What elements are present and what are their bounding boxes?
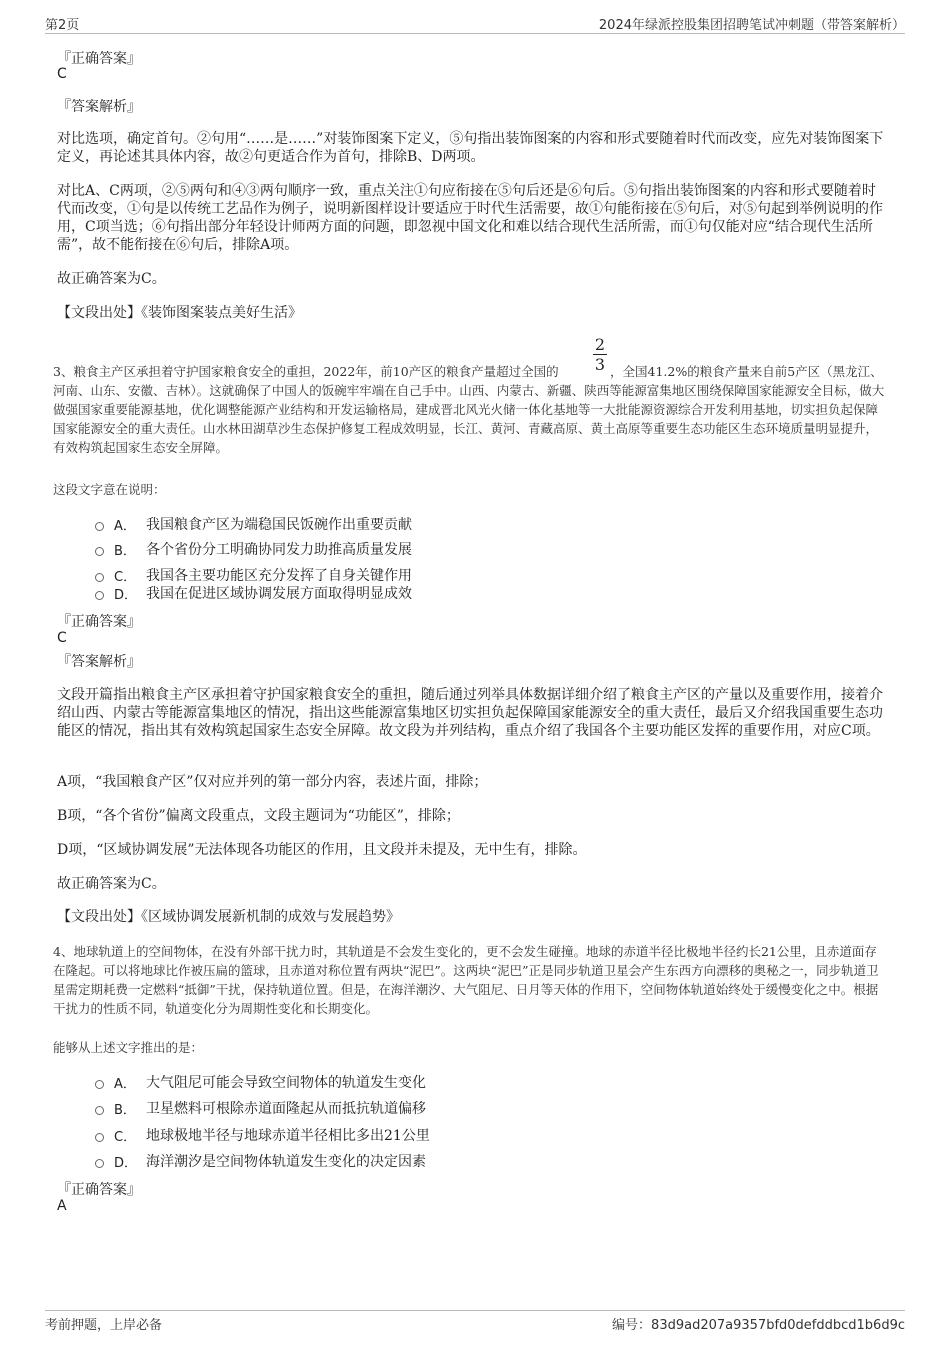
option-text: 我国在促进区域协调发展方面取得明显成效 <box>146 586 412 602</box>
radio-button[interactable] <box>95 591 104 600</box>
question-3-prompt: 这段文字意在说明： <box>53 482 166 497</box>
option-d[interactable] <box>95 1151 426 1171</box>
option-b[interactable] <box>95 539 412 559</box>
correct-answer-value: A <box>57 1198 67 1214</box>
option-b[interactable] <box>95 1098 426 1118</box>
radio-button[interactable] <box>95 1106 104 1115</box>
correct-answer-label: 『正确答案』 <box>57 51 141 67</box>
header-divider <box>45 33 905 34</box>
option-text: 大气阻尼可能会导致空间物体的轨道发生变化 <box>146 1075 426 1091</box>
question-4-prompt: 能够从上述文字推出的是： <box>53 1040 204 1055</box>
option-letter: C． <box>114 569 137 585</box>
correct-answer-label: 『正确答案』 <box>57 614 141 630</box>
analysis-paragraph: 文段开篇指出粮食主产区承担着守护国家粮食安全的重担，随后通过列举具体数据详细介绍了粮食主产区的产量以及重要作用，接着介绍山西、内蒙古等能源富集地区的情况，指出这些能源富集地区切实担负起保障国家能源安全的重大责任，最后又介绍我国重要生态功能区的情况，指出其有效构筑起国家生态安全屏障。故文段为并列结构，重点介绍了我国各个主要功能区发挥的重要作用，对应C项。 <box>57 687 883 739</box>
option-text: 各个省份分工明确协同发力助推高质量发展 <box>146 542 412 558</box>
option-d[interactable] <box>95 583 412 603</box>
fraction-denominator: 3 <box>594 355 606 374</box>
analysis-label: 『答案解析』 <box>57 654 141 670</box>
analysis-paragraph: 对比选项，确定首句。②句用“……是……”对装饰图案下定义，⑤句指出装饰图案的内容和形式要随着时代而改变，应先对装饰图案下定义，再论述其具体内容，故②句更适合作为首句，排除B、D两项。 <box>57 131 884 165</box>
radio-button[interactable] <box>95 573 104 582</box>
analysis-option-a: A项，“我国粮食产区”仅对应并列的第一部分内容，表述片面，排除； <box>57 774 488 790</box>
option-letter: B． <box>114 1102 136 1118</box>
option-c[interactable] <box>95 565 412 585</box>
radio-button[interactable] <box>95 1133 104 1142</box>
option-letter: A． <box>114 1076 136 1092</box>
radio-button[interactable] <box>95 1080 104 1089</box>
correct-answer-value: C <box>57 630 67 646</box>
conclusion-text: 故正确答案为C。 <box>57 876 166 892</box>
document-id: 编号：83d9ad207a9357bfd0defddbcd1b6d9c <box>612 1318 905 1333</box>
option-letter: A． <box>114 518 136 534</box>
option-a[interactable] <box>95 514 412 534</box>
analysis-option-d: D项，“区域协调发展”无法体现各功能区的作用，且文段并未提及，无中生有，排除。 <box>57 842 587 858</box>
correct-answer-value: C <box>57 66 67 82</box>
correct-answer-label: 『正确答案』 <box>57 1182 141 1198</box>
radio-button[interactable] <box>95 1159 104 1168</box>
source-citation: 【文段出处】《区域协调发展新机制的成效与发展趋势》 <box>57 909 400 925</box>
question-3-stem-head: 3、粮食主产区承担着守护国家粮食安全的重担，2022年，前10产区的粮食产量超过全国的 <box>53 364 559 379</box>
radio-button[interactable] <box>95 547 104 556</box>
option-text: 地球极地半径与地球赤道半径相比多出21公里 <box>146 1128 430 1144</box>
option-letter: D． <box>114 587 138 603</box>
option-letter: B． <box>114 543 136 559</box>
source-citation: 【文段出处】《装饰图案装点美好生活》 <box>57 305 302 321</box>
conclusion-text: 故正确答案为C。 <box>57 271 166 287</box>
page-number: 第2页 <box>45 18 80 33</box>
analysis-paragraph: 对比A、C两项，②⑤两句和④③两句顺序一致，重点关注①句应衔接在⑤句后还是⑥句后。⑤句指出装饰图案的内容和形式要随着时代而改变，①句是以传统工艺品作为例子，说明新图样设计要适应于时代生活需要，故①句能衔接在⑤句后，对⑤句起到举例说明的作用，C项当选；⑥句指出部分年轻设计师两方面的问题，即忽视中国文化和难以结合现代生活所需，而①句仅能对应“结合现代生活所需”，故不能衔接在⑥句后，排除A项。 <box>57 183 883 253</box>
radio-button[interactable] <box>95 522 104 531</box>
question-4-stem: 4、地球轨道上的空间物体，在没有外部干扰力时，其轨道是不会发生变化的，更不会发生碰撞。地球的赤道半径比极地半径约长21公里，且赤道面存在隆起。可以将地球比作被压扁的篮球，且赤道对称位置有两块“泥巴”。这两块“泥巴”正是同步轨道卫星会产生东西方向漂移的奥秘之一，同步轨道卫星需定期耗费一定燃料“抵御”干扰，保持轨道位置。但是，在海洋潮汐、大气阻尼、日月等天体的作用下，空间物体轨道始终处于缓慢变化之中。根据干扰力的性质不同，轨道变化分为周期性变化和长期变化。 <box>53 944 879 1016</box>
option-letter: C． <box>114 1129 137 1145</box>
option-text: 我国粮食产区为端稳国民饭碗作出重要贡献 <box>146 517 412 533</box>
option-text: 我国各主要功能区充分发挥了自身关键作用 <box>146 568 412 584</box>
document-title: 2024年绿派控股集团招聘笔试冲刺题（带答案解析） <box>598 18 905 33</box>
analysis-option-b: B项，“各个省份”偏离文段重点，文段主题词为“功能区”，排除； <box>57 808 460 824</box>
option-letter: D． <box>114 1155 138 1171</box>
footer-slogan: 考前押题，上岸必备 <box>45 1318 163 1333</box>
option-text: 海洋潮汐是空间物体轨道发生变化的决定因素 <box>146 1154 426 1170</box>
fraction-numerator: 2 <box>594 335 606 354</box>
option-c[interactable] <box>95 1125 430 1145</box>
footer-divider <box>45 1310 905 1311</box>
option-text: 卫星燃料可根除赤道面隆起从而抵抗轨道偏移 <box>146 1101 426 1117</box>
question-3-stem-tail: ，全国41.2%的粮食产量来自前5产区（黑龙江、河南、山东、安徽、吉林）。这就确保了中国人的饭碗牢牢端在自己手中。山西、内蒙古、新疆、陕西等能源富集地区围绕保障国家能源安全目标，做大做强国家重要能源基地，优化调整能源产业结构和开发运输格局，建成晋北风光火储一体化基地等一大批能源资源综合开发利用基地，切实担负起保障国家能源安全的重大责任。山水林田湖草沙生态保护修复工程成效明显，长江、黄河、青藏高原、黄土高原等重要生态功能区生态环境质量明显提升，有效构筑起国家生态安全屏障。 <box>53 364 885 455</box>
option-a[interactable] <box>95 1072 426 1092</box>
analysis-label: 『答案解析』 <box>57 99 141 115</box>
